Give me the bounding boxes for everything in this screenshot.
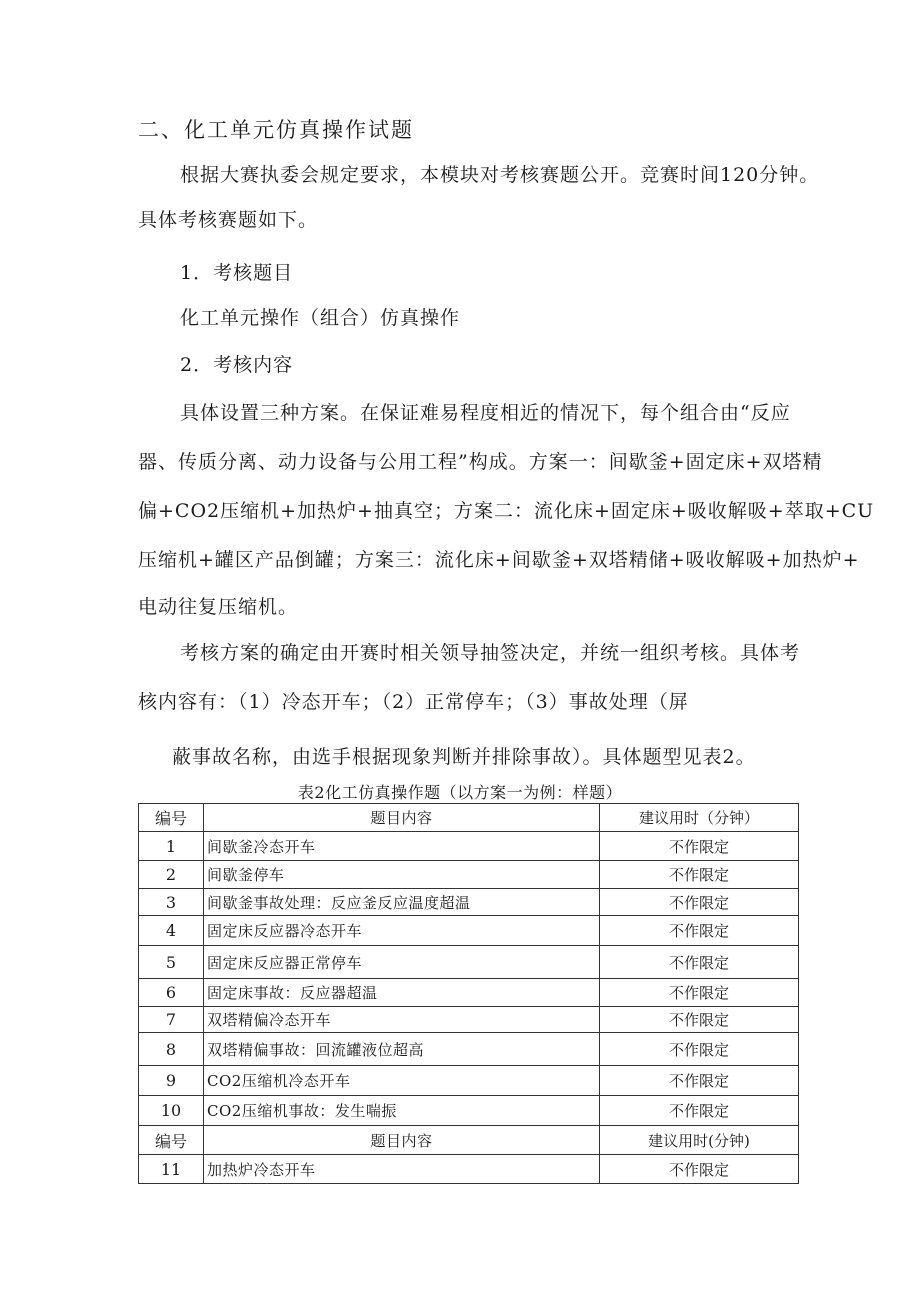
row-time: 不作限定 — [600, 979, 799, 1007]
para2-line: 蔽事故名称，由选手根据现象判断并排除事故）。具体题型见表2。 — [172, 746, 756, 768]
table-row — [139, 861, 799, 889]
row-content: 间歇釜事故处理：反应釜反应温度超温 — [204, 889, 600, 916]
row-time: 不作限定 — [600, 889, 799, 916]
table-row — [139, 1096, 799, 1126]
header-number: 编号 — [139, 1126, 204, 1155]
row-content: 间歇釜停车 — [204, 861, 600, 889]
para2-line: 核内容有：（1）冷态开车；（2）正常停车；（3）事故处理（屏 — [138, 691, 689, 713]
row-content: 间歇釜冷态开车 — [204, 832, 600, 861]
row-time: 不作限定 — [600, 1066, 799, 1096]
header-time: 建议用时(分钟) — [600, 1126, 799, 1155]
row-content: CO2压缩机冷态开车 — [204, 1066, 600, 1096]
table-row — [139, 1033, 799, 1066]
section-title: 二、化工单元仿真操作试题 — [138, 118, 414, 142]
row-number: 11 — [139, 1155, 204, 1184]
row-number: 1 — [139, 832, 204, 861]
row-number: 6 — [139, 979, 204, 1007]
table-caption: 表2化工仿真操作题（以方案一为例：样题） — [297, 783, 623, 802]
item2-heading: 2．考核内容 — [180, 354, 294, 376]
item1-body: 化工单元操作（组合）仿真操作 — [180, 307, 461, 329]
para2-line: 考核方案的确定由开赛时相关领导抽签决定，并统一组织考核。具体考 — [180, 642, 801, 664]
row-time: 不作限定 — [600, 861, 799, 889]
row-time: 不作限定 — [600, 916, 799, 946]
row-time: 不作限定 — [600, 1096, 799, 1126]
row-number: 2 — [139, 861, 204, 889]
row-number: 10 — [139, 1096, 204, 1126]
table-row — [139, 1155, 799, 1184]
header-content: 题目内容 — [204, 804, 600, 832]
table-row — [139, 889, 799, 916]
row-time: 不作限定 — [600, 1155, 799, 1184]
table-header-row — [139, 1126, 799, 1155]
row-content: 固定床反应器冷态开车 — [204, 916, 600, 946]
row-content: 加热炉冷态开车 — [204, 1155, 600, 1184]
row-content: 双塔精偏冷态开车 — [204, 1007, 600, 1033]
header-content: 题目内容 — [204, 1126, 600, 1155]
row-time: 不作限定 — [600, 1007, 799, 1033]
row-content: CO2压缩机事故：发生喘振 — [204, 1096, 600, 1126]
row-number: 3 — [139, 889, 204, 916]
row-content: 固定床反应器正常停车 — [204, 946, 600, 979]
table-row — [139, 916, 799, 946]
table-row — [139, 1007, 799, 1033]
row-content: 双塔精偏事故：回流罐液位超高 — [204, 1033, 600, 1066]
row-time: 不作限定 — [600, 946, 799, 979]
para1-line: 偏+CO2压缩机+加热炉+抽真空；方案二：流化床+固定床+吸收解吸+萃取+CU — [138, 500, 875, 522]
para1-line: 器、传质分离、动力设备与公用工程”构成。方案一：间歇釜+固定床+双塔精 — [138, 451, 823, 473]
row-content: 固定床事故：反应器超温 — [204, 979, 600, 1007]
row-number: 5 — [139, 946, 204, 979]
row-time: 不作限定 — [600, 832, 799, 861]
exam-table — [138, 803, 799, 1184]
table-row — [139, 1066, 799, 1096]
table-row — [139, 946, 799, 979]
row-time: 不作限定 — [600, 1033, 799, 1066]
row-number: 8 — [139, 1033, 204, 1066]
header-time: 建议用时（分钟） — [600, 804, 799, 832]
row-number: 4 — [139, 916, 204, 946]
row-number: 9 — [139, 1066, 204, 1096]
para1-line: 电动往复压缩机。 — [138, 596, 299, 618]
table-row — [139, 979, 799, 1007]
header-number: 编号 — [139, 804, 204, 832]
row-number: 7 — [139, 1007, 204, 1033]
item1-heading: 1．考核题目 — [180, 262, 294, 284]
table-header-row — [139, 804, 799, 832]
para1-line: 压缩机+罐区产品倒罐；方案三：流化床+间歇釜+双塔精储+吸收解吸+加热炉+ — [138, 549, 860, 571]
intro-line-1: 根据大赛执委会规定要求，本模块对考核赛题公开。竞赛时间120分钟。 — [180, 164, 820, 186]
intro-line-2: 具体考核赛题如下。 — [138, 209, 319, 231]
para1-line: 具体设置三种方案。在保证难易程度相近的情况下，每个组合由“反应 — [180, 402, 791, 424]
table-row — [139, 832, 799, 861]
